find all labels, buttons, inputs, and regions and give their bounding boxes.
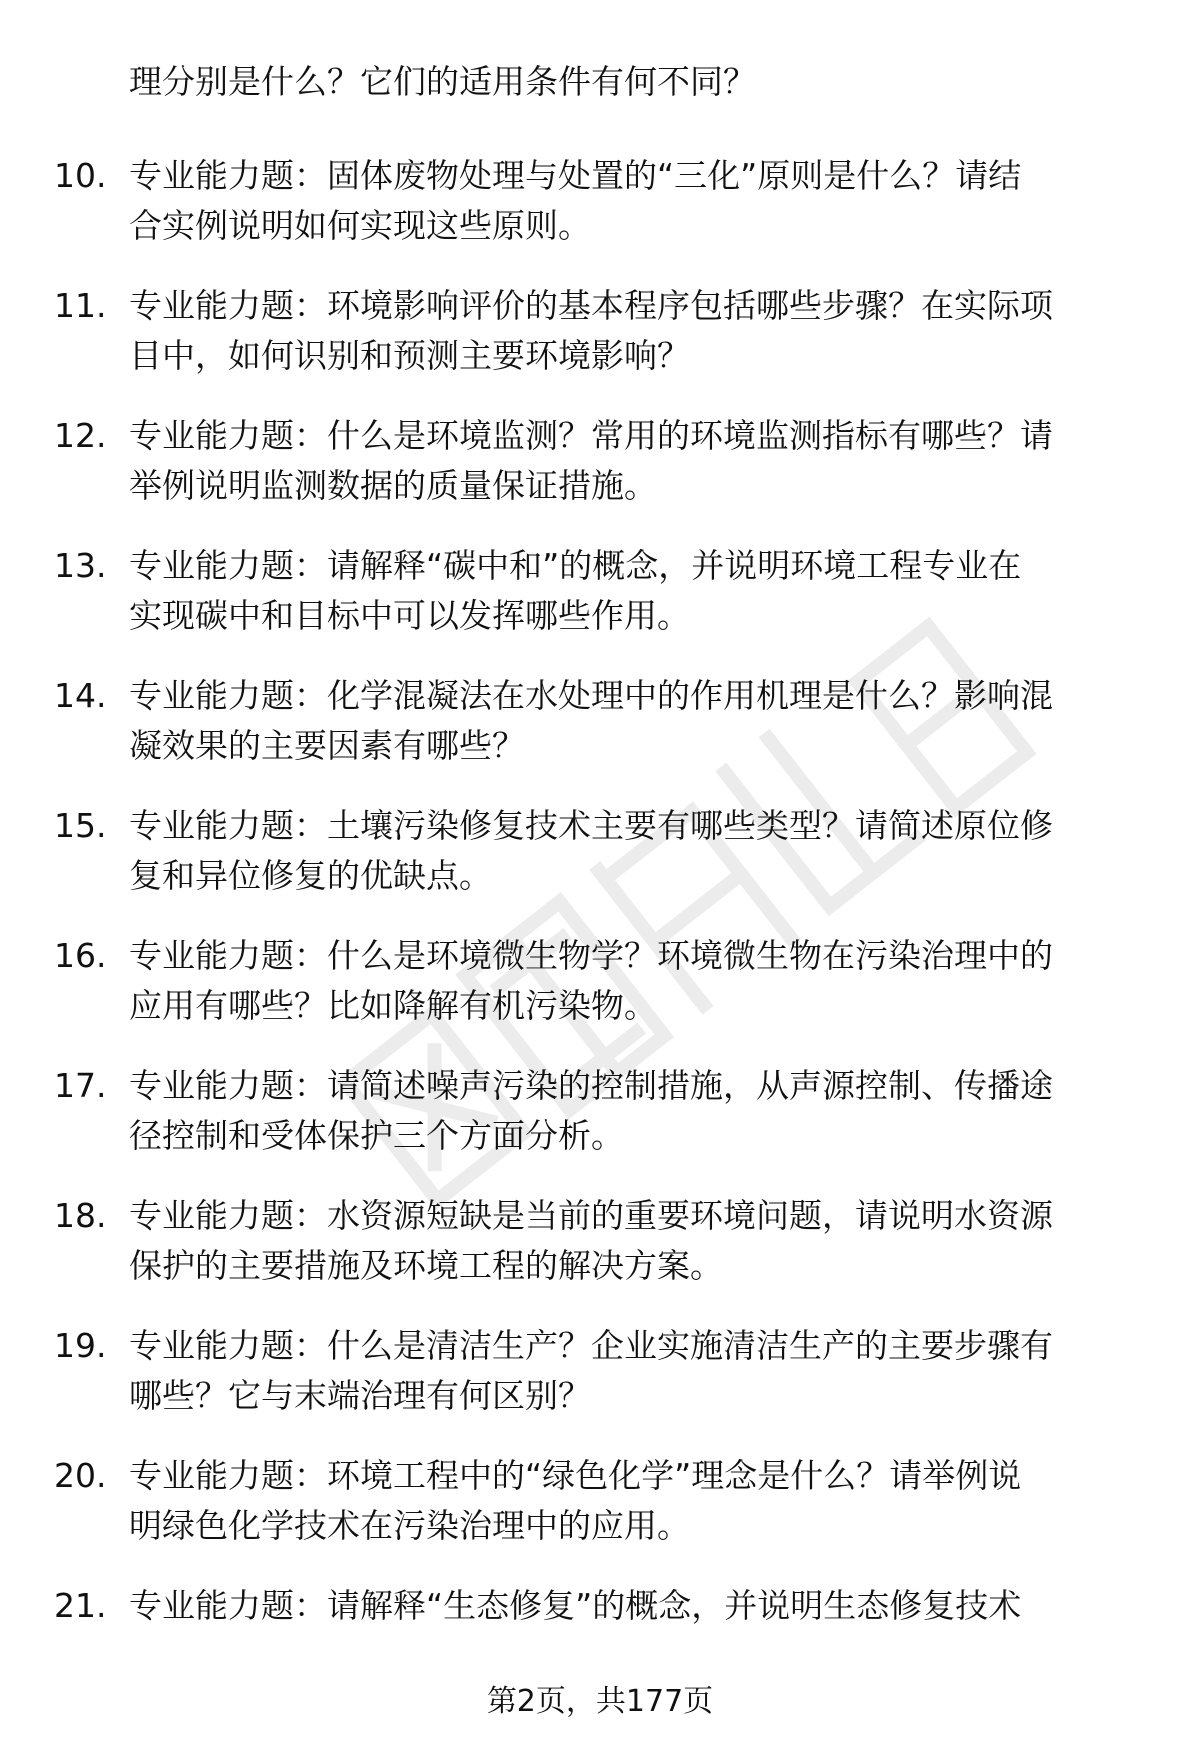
question-text-line: 径控制和受体保护三个方面分析。 xyxy=(129,1116,624,1155)
question-text-line: 目中，如何识别和预测主要环境影响？ xyxy=(129,336,690,375)
question-text-line: 合实例说明如何实现这些原则。 xyxy=(129,206,591,245)
question-text-line: 实现碳中和目标中可以发挥哪些作用。 xyxy=(129,596,690,635)
question-text-line: 专业能力题：环境工程中的“绿色化学”理念是什么？请举例说 xyxy=(129,1456,1022,1495)
question-number: 11. xyxy=(54,286,107,325)
question-text-line: 专业能力题：水资源短缺是当前的重要环境问题，请说明水资源 xyxy=(129,1196,1053,1235)
question-text-line: 专业能力题：环境影响评价的基本程序包括哪些步骤？在实际项 xyxy=(129,286,1053,325)
question-text-line: 专业能力题：什么是环境微生物学？环境微生物在污染治理中的 xyxy=(129,936,1053,975)
question-text-line: 专业能力题：请简述噪声污染的控制措施，从声源控制、传播途 xyxy=(129,1066,1053,1105)
question-text-line: 专业能力题：土壤污染修复技术主要有哪些类型？请简述原位修 xyxy=(129,806,1053,845)
question-number: 21. xyxy=(54,1586,107,1625)
question-text-line: 凝效果的主要因素有哪些？ xyxy=(129,726,525,765)
question-number: 12. xyxy=(54,416,107,455)
page-footer: 第2页，共177页 xyxy=(486,1684,714,1719)
question-item xyxy=(0,802,1200,932)
question-item xyxy=(0,1192,1200,1322)
question-text-line: 哪些？它与末端治理有何区别？ xyxy=(129,1376,591,1415)
question-text-line: 专业能力题：请解释“生态修复”的概念，并说明生态修复技术 xyxy=(129,1586,1022,1625)
question-number: 14. xyxy=(54,676,107,715)
question-number: 10. xyxy=(54,156,107,195)
question-text-line: 专业能力题：固体废物处理与处置的“三化”原则是什么？请结 xyxy=(129,156,1022,195)
question-number: 13. xyxy=(54,546,107,585)
question-item xyxy=(0,672,1200,802)
question-list xyxy=(0,152,1200,1712)
question-text-line: 明绿色化学技术在污染治理中的应用。 xyxy=(129,1506,690,1545)
question-text-line: 专业能力题：请解释“碳中和”的概念，并说明环境工程专业在 xyxy=(129,546,1022,585)
question-item xyxy=(0,1062,1200,1192)
question-item xyxy=(0,1322,1200,1452)
continuation-line: 理分别是什么？它们的适用条件有何不同？ xyxy=(129,62,756,101)
question-item xyxy=(0,282,1200,412)
question-text-line: 专业能力题：化学混凝法在水处理中的作用机理是什么？影响混 xyxy=(129,676,1053,715)
question-number: 19. xyxy=(54,1326,107,1365)
question-number: 15. xyxy=(54,806,107,845)
question-text-line: 专业能力题：什么是清洁生产？企业实施清洁生产的主要步骤有 xyxy=(129,1326,1053,1365)
question-item xyxy=(0,152,1200,282)
question-text-line: 应用有哪些？比如降解有机污染物。 xyxy=(129,986,657,1025)
question-number: 16. xyxy=(54,936,107,975)
question-number: 17. xyxy=(54,1066,107,1105)
question-number: 18. xyxy=(54,1196,107,1235)
question-number: 20. xyxy=(54,1456,107,1495)
question-item xyxy=(0,1452,1200,1582)
question-text-line: 保护的主要措施及环境工程的解决方案。 xyxy=(129,1246,723,1285)
question-text-line: 专业能力题：什么是环境监测？常用的环境监测指标有哪些？请 xyxy=(129,416,1053,455)
question-item xyxy=(0,412,1200,542)
question-text-line: 复和异位修复的优缺点。 xyxy=(129,856,492,895)
question-item xyxy=(0,542,1200,672)
question-text-line: 举例说明监测数据的质量保证措施。 xyxy=(129,466,657,505)
question-item xyxy=(0,932,1200,1062)
